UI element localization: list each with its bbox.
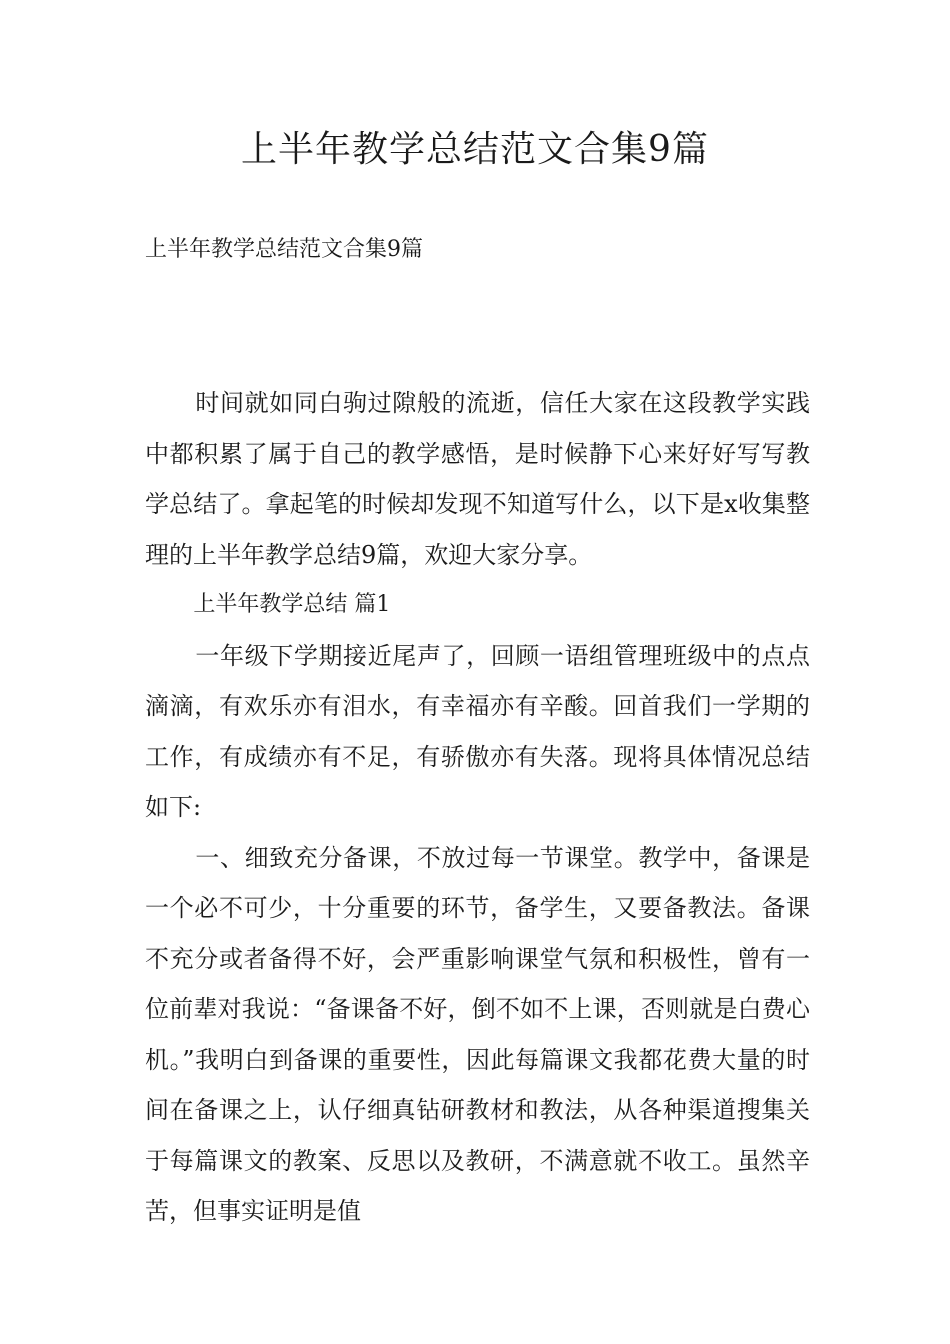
body-paragraph: 一、细致充分备课，不放过每一节课堂。教学中，备课是一个必不可少，十分重要的环节，备学生，又要备教法。备课不充分或者备得不好，会严重影响课堂气氛和积极性，曾有一位前辈对我说：“备课备不好，倒不如不上课，否则就是白费心机。”我明白到备课的重要性，因此每篇课文我都花费大量的时间在备课之上，认仔细真钻研教材和教法，从各种渠道搜集关于每篇课文的教案、反思以及教研，不满意就不收工。虽然辛苦，但事实证明是值 xyxy=(145,843,810,1225)
document-body xyxy=(145,378,810,1237)
body-paragraph: 一年级下学期接近尾声了，回顾一语组管理班级中的点点滴滴，有欢乐亦有泪水，有幸福亦有辛酸。回首我们一学期的工作，有成绩亦有不足，有骄傲亦有失落。现将具体情况总结如下: xyxy=(145,641,810,821)
document-subtitle: 上半年教学总结范文合集9篇 xyxy=(145,237,423,262)
intro-paragraph: 时间就如同白驹过隙般的流逝，信任大家在这段教学实践中都积累了属于自己的教学感悟，是时候静下心来好好写写教学总结了。拿起笔的时候却发现不知道写什么，以下是x收集整理的上半年教学总结9篇，欢迎大家分享。 xyxy=(145,389,810,569)
document-title: 上半年教学总结范文合集9篇 xyxy=(241,129,709,170)
section-heading: 上半年教学总结 篇1 xyxy=(193,592,391,617)
